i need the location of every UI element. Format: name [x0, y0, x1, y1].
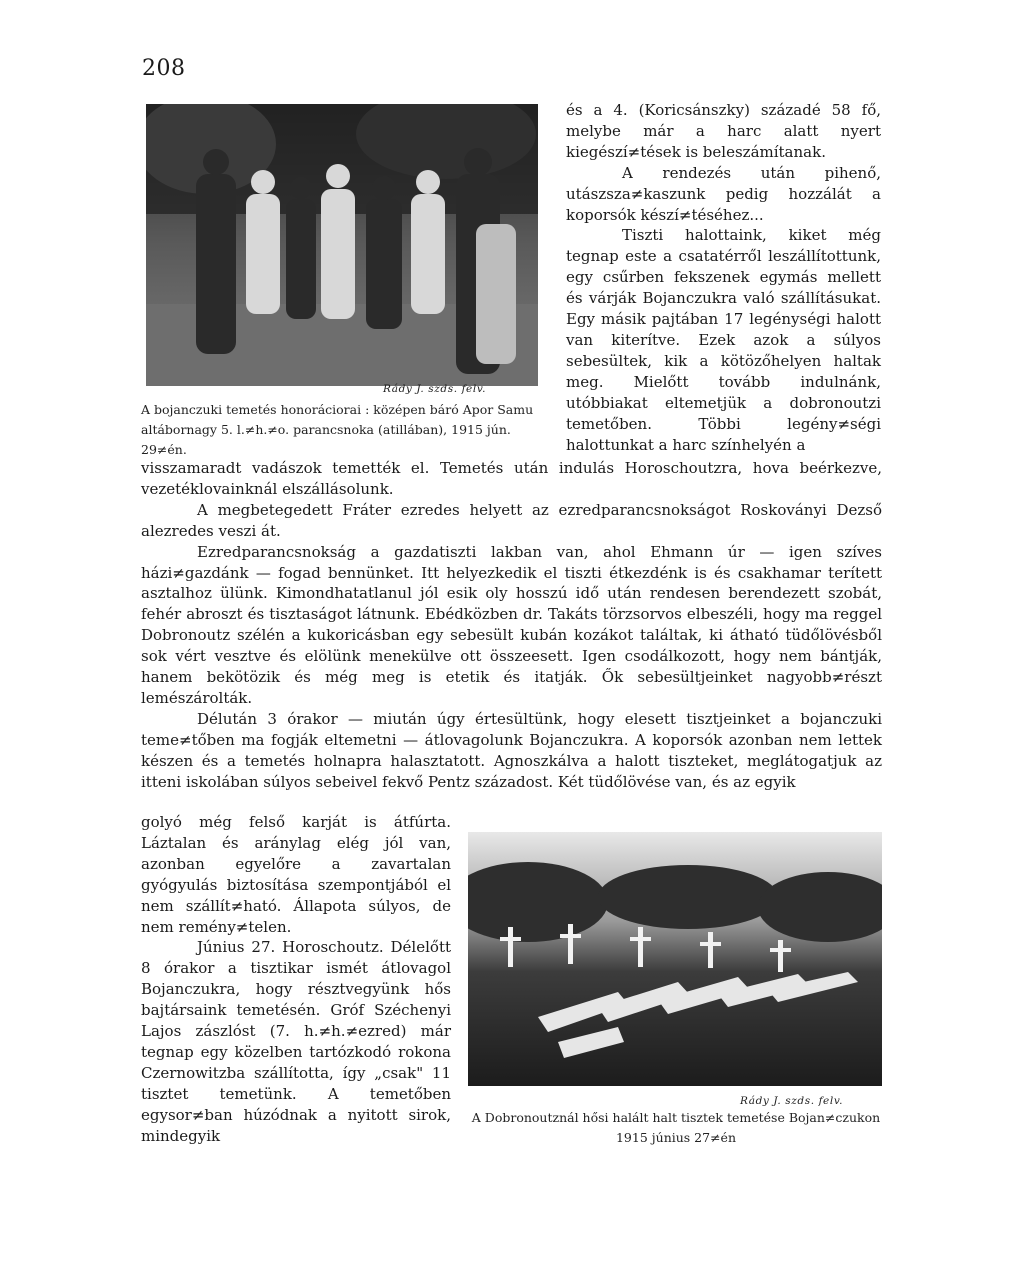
- photo-funeral-dignitaries: [146, 104, 538, 386]
- paragraph: Délután 3 órakor — miután úgy értesültünk, hogy elesett tisztjeinket a bojanczuki teme≠tőben ma fogják eltemetni — átlovagolunk Bojanczukra. A koporsók azonban nem lettek készen és a temetés holnapra halasztatott. Agnoszkálva a halott tiszteket, meglátogatjuk az itteni iskolában súlyos sebeivel fekvő Pentz századost. Két tüdőlövése van, és az egyik: [141, 709, 882, 791]
- text-column-left: [141, 812, 451, 1147]
- photo-credit: Rády J. szds. felv.: [383, 383, 487, 395]
- photo-caption: A Dobronoutznál hősi halált halt tisztek temetése Bojan≠czukon 1915 június 27≠én: [471, 1110, 881, 1145]
- paragraph: Június 27. Horoschoutz. Délelőtt 8 órakor a tisztikar ismét átlovagol Bojanczukra, hogy résztvegyünk hős bajtársaink temetésén. Gróf Széchenyi Lajos zászlóst (7. h.≠h.≠ezred) már tegnap egy közelben tartózkodó rokona Czernowitzba szállította, így „csak" 11 tisztet temetünk. A temetőben egysor≠ban húzódnak a nyitott sirok, mindegyik: [141, 938, 451, 1145]
- paragraph: és a 4. (Koricsánszky) századé 58 fő, melybe már a harc alatt nyert kiegészí≠tések is beleszámítanak.: [566, 101, 881, 161]
- text-column-main: [141, 458, 882, 793]
- photo-credit: Rády J. szds. felv.: [740, 1095, 844, 1107]
- photo-cemetery-coffins: [468, 832, 882, 1086]
- paragraph: golyó még felső karját is átfúrta. Láztalan és aránylag elég jól van, azonban egyelőre a zavartalan gyógyulás biztosítása szempontjából el nem szállít≠ható. Állapota súlyos, de nem remény≠telen.: [141, 813, 451, 936]
- page-number: 208: [142, 56, 186, 81]
- paragraph: A megbetegedett Fráter ezredes helyett az ezredparancsnokságot Roskoványi Dezső alezredes veszi át.: [141, 500, 882, 540]
- paragraph: Tiszti halottaink, kiket még tegnap este a csatatérről leszállítottunk, egy csűrben fekszenek egymás mellett és várják Bojanczukra való szállításukat. Egy másik pajtában 17 legénységi halott van kiterítve. Ezek azok a súlyos sebesültek, kik a kötözőhelyen haltak meg. Mielőtt tovább indulnánk, utóbbiakat eltemetjük a dobronoutzi temetőben. Többi legény≠ségi halottunkat a harc színhelyén a: [566, 226, 881, 454]
- photo-caption: A bojanczuki temetés honoráciorai : középen báró Apor Samu altábornagy 5. l.≠h.≠o. parancsnoka (atillában), 1915 jún. 29≠én.: [141, 402, 534, 457]
- paragraph: A rendezés után pihenő, utászsza≠kaszunk pedig hozzálát a koporsók készí≠téséhez...: [566, 163, 881, 224]
- paragraph: Ezredparancsnokság a gazdatiszti lakban van, ahol Ehmann úr — igen szíves házi≠gazdánk — fogad bennünket. Itt helyezkedik el tiszti étkezdénk is és csakhamar terített asztalhoz ülünk. Kimondhatatlanul jól esik oly hosszú idő után rendesen berendezett szobát, fehér abroszt és tisztaságot látnunk. Ebédközben dr. Takáts törzsorvos elbeszéli, hogy ma reggel Dobronoutz szélén a kukoricásban egy sebesült kubán kozákot találtak, ki átható tüdőlövésből sok vért vesztve és elölünk menekülve ott összeesett. Igen csodálkozott, hogy nem bántják, hanem bekötözik és még meg is etetik és itatják. Ők sebesültjeinket nagyobb≠részt lemészárolták.: [141, 542, 882, 707]
- text-column-right: [566, 100, 881, 455]
- paragraph: visszamaradt vadászok temették el. Temetés után indulás Horoschoutzra, hova beérkezve, vezetéklovainknál elszállásolunk.: [141, 459, 882, 498]
